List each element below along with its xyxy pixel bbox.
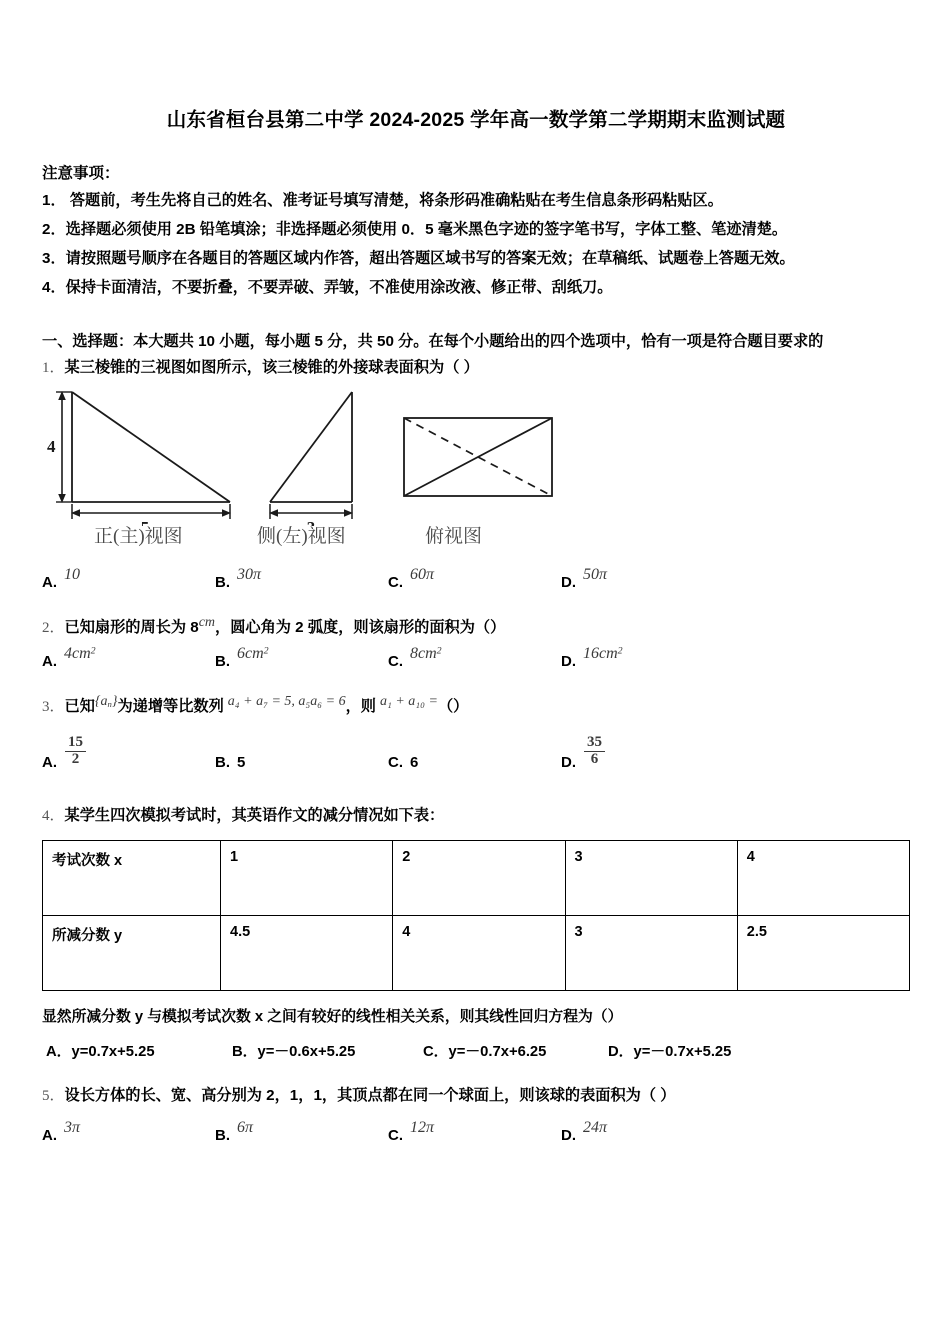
option-2-c[interactable] xyxy=(388,645,561,671)
option-value xyxy=(237,645,269,663)
option-5-c[interactable] xyxy=(388,1118,561,1144)
table-row-header: 考试次数 x xyxy=(43,841,221,916)
question-5-text: 设长方体的长、宽、高分别为 2，1，1，其顶点都在同一个球面上，则该球的表面积为（ ） xyxy=(64,1087,676,1105)
question-2-stem xyxy=(42,617,910,640)
option-4-a[interactable] xyxy=(46,1040,232,1061)
notice-line-1: 1． 答题前，考生先将自己的姓名、准考证号填写清楚，将条形码准确粘贴在考生信息条形码粘贴区。 xyxy=(42,192,723,210)
option-letter: C. xyxy=(388,1126,403,1144)
question-4-number: 4． xyxy=(42,808,65,825)
table-cell: 4.5 xyxy=(221,916,393,991)
page-title: 山东省桓台县第二中学 2024-2025 学年高一数学第二学期期末监测试题 xyxy=(166,109,786,131)
option-letter: B． xyxy=(232,1044,258,1061)
fraction-denominator: 6 xyxy=(584,751,605,768)
option-value: y=－0.7x+5.25 xyxy=(633,1044,732,1061)
option-value: 50π xyxy=(583,566,608,584)
question-1-figure xyxy=(42,386,910,561)
table-cell: 2.5 xyxy=(737,916,909,991)
notice-line-3: 3．请按照题号顺序在各题目的答题区域内作答，超出答题区域书写的答案无效；在草稿纸、试题卷上答题无效。 xyxy=(42,250,795,268)
option-value: y=－0.7x+6.25 xyxy=(448,1044,547,1061)
option-1-a[interactable] xyxy=(42,566,215,592)
option-letter: A． xyxy=(46,1044,72,1061)
option-value-fraction xyxy=(584,735,605,768)
option-value-fraction xyxy=(65,735,86,768)
option-exponent: 2 xyxy=(617,645,623,657)
score-deduction-table xyxy=(42,840,910,991)
question-3-text-b: 为递增等比数列 xyxy=(117,698,224,716)
three-view-drawing xyxy=(42,386,602,526)
option-1-d[interactable] xyxy=(561,566,734,592)
option-letter: D. xyxy=(561,653,576,671)
option-4-d[interactable] xyxy=(608,1040,731,1061)
option-base: 6cm xyxy=(237,645,264,663)
question-4-followup: 显然所减分数 y 与模拟考试次数 x 之间有较好的线性相关关系，则其线性回归方程为（） xyxy=(42,1009,623,1026)
option-letter: A. xyxy=(42,754,57,772)
option-letter: C. xyxy=(388,653,403,671)
option-base: 16cm xyxy=(583,645,618,663)
option-letter: D． xyxy=(608,1044,634,1061)
section-header-choice: 一、选择题：本大题共 10 小题，每小题 5 分，共 50 分。在每个小题给出的四个选项中，恰有一项是符合题目要求的 xyxy=(42,333,824,351)
option-3-c[interactable] xyxy=(388,739,561,772)
question-5-number: 5． xyxy=(42,1088,65,1105)
option-value: 24π xyxy=(583,1118,608,1136)
question-4-options xyxy=(42,1040,910,1061)
table-cell: 2 xyxy=(393,841,565,916)
question-4-text: 某学生四次模拟考试时，其英语作文的减分情况如下表： xyxy=(64,807,445,825)
option-value xyxy=(64,645,96,663)
notice-line-4: 4．保持卡面清洁，不要折叠，不要弄破、弄皱，不准使用涂改液、修正带、刮纸刀。 xyxy=(42,279,613,297)
option-5-a[interactable] xyxy=(42,1118,215,1144)
option-letter: B. xyxy=(215,574,230,592)
table-row xyxy=(43,916,910,991)
option-4-c[interactable] xyxy=(423,1040,608,1061)
question-3-text-a: 已知 xyxy=(64,698,95,716)
option-letter: D. xyxy=(561,754,576,772)
notice-line-2: 2．选择题必须使用 2B 铅笔填涂；非选择题必须使用 0．5 毫米黑色字迹的签字笔书写，字体工整、笔迹清楚。 xyxy=(42,221,788,239)
option-letter: B. xyxy=(215,653,230,671)
table-cell: 4 xyxy=(737,841,909,916)
option-letter: C． xyxy=(423,1044,449,1061)
question-1-options xyxy=(42,566,910,592)
question-1-text: 某三棱锥的三视图如图所示，该三棱锥的外接球表面积为（ ） xyxy=(64,359,479,377)
option-value: 30π xyxy=(237,566,262,584)
question-2-options xyxy=(42,645,910,671)
question-3-stem xyxy=(42,696,910,719)
question-3-condition: a₄ + a₇ = 5, a₅a₆ = 6 xyxy=(227,694,346,710)
option-letter: A. xyxy=(42,653,57,671)
question-1-number: 1． xyxy=(42,360,65,377)
option-base: 4cm xyxy=(64,645,91,663)
option-value: y=0.7x+5.25 xyxy=(71,1044,155,1061)
option-value: 10 xyxy=(64,566,80,584)
question-2-number: 2． xyxy=(42,620,65,637)
option-letter: A. xyxy=(42,1126,57,1144)
option-value: 12π xyxy=(410,1118,435,1136)
question-3-text-c: ，则 xyxy=(345,698,376,716)
table-cell: 1 xyxy=(221,841,393,916)
question-2-text-b: ，圆心角为 2 弧度，则该扇形的面积为（） xyxy=(215,619,506,637)
option-4-b[interactable] xyxy=(232,1040,423,1061)
question-3-target: a₁ + a₁₀ = xyxy=(379,694,438,710)
option-3-a[interactable] xyxy=(42,733,215,772)
option-2-b[interactable] xyxy=(215,645,388,671)
question-4-stem xyxy=(42,805,910,828)
table-cell: 3 xyxy=(565,841,737,916)
option-value: 6π xyxy=(237,1118,254,1136)
table-row xyxy=(43,841,910,916)
question-1-stem xyxy=(42,357,910,380)
option-2-d[interactable] xyxy=(561,645,734,671)
option-5-b[interactable] xyxy=(215,1118,388,1144)
notice-heading: 注意事项： xyxy=(42,165,120,183)
option-exponent: 2 xyxy=(436,645,442,657)
option-letter: C. xyxy=(388,754,403,772)
option-letter: D. xyxy=(561,1126,576,1144)
option-value: 5 xyxy=(237,754,246,772)
question-3-options xyxy=(42,733,910,772)
table-cell: 3 xyxy=(565,916,737,991)
option-1-c[interactable] xyxy=(388,566,561,592)
question-3-text-d: （） xyxy=(437,698,469,716)
option-3-d[interactable] xyxy=(561,733,734,772)
question-3-sequence: $\{a_n\}$ xyxy=(94,694,118,710)
fraction-numerator: 35 xyxy=(587,733,602,750)
side-view-label: 侧(左)视图 xyxy=(257,526,346,548)
front-view-height-label: 4 xyxy=(47,437,56,457)
option-base: 8cm xyxy=(410,645,437,663)
question-2-unit: cm xyxy=(198,615,216,631)
question-2-text-a: 已知扇形的周长为 8 xyxy=(64,619,199,637)
fraction-numerator: 15 xyxy=(68,733,83,750)
option-letter: A. xyxy=(42,574,57,592)
option-letter: B. xyxy=(215,754,230,772)
question-5-options xyxy=(42,1118,910,1144)
option-letter: C. xyxy=(388,574,403,592)
option-value xyxy=(410,645,442,663)
option-value xyxy=(583,645,623,663)
option-value: 60π xyxy=(410,566,435,584)
option-value: 6 xyxy=(410,754,419,772)
front-view-label: 正(主)视图 xyxy=(94,526,183,548)
option-exponent: 2 xyxy=(90,645,96,657)
option-1-b[interactable] xyxy=(215,566,388,592)
option-value: 3π xyxy=(64,1118,81,1136)
option-letter: B. xyxy=(215,1126,230,1144)
fraction-denominator: 2 xyxy=(65,751,86,768)
option-exponent: 2 xyxy=(263,645,269,657)
option-2-a[interactable] xyxy=(42,645,215,671)
question-3-number: 3． xyxy=(42,699,65,716)
table-cell: 4 xyxy=(393,916,565,991)
question-5-stem xyxy=(42,1085,910,1108)
option-letter: D. xyxy=(561,574,576,592)
option-value: y=－0.6x+5.25 xyxy=(257,1044,356,1061)
option-5-d[interactable] xyxy=(561,1118,734,1144)
option-3-b[interactable] xyxy=(215,739,388,772)
page-content xyxy=(42,0,910,1144)
table-row-header: 所减分数 y xyxy=(43,916,221,991)
top-view-label: 俯视图 xyxy=(425,526,483,548)
